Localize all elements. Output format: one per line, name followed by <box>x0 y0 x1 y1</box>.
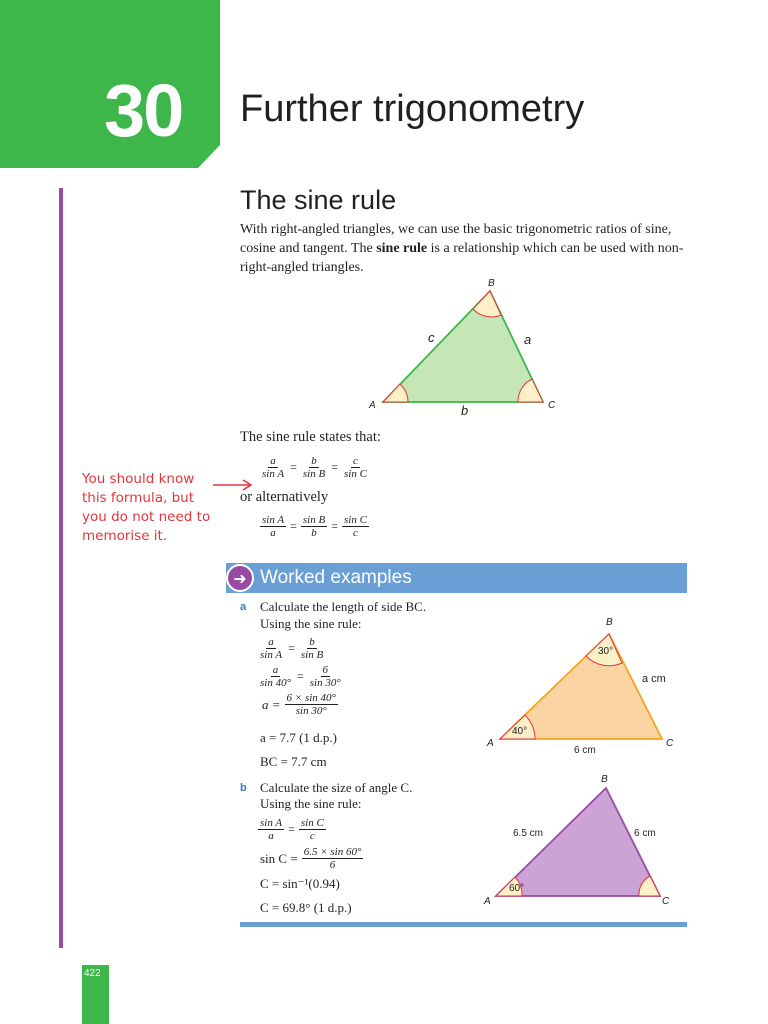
page-number: 422 <box>84 968 101 979</box>
fraction <box>301 455 327 480</box>
equals-sign: = <box>331 460 338 474</box>
fraction <box>299 817 326 842</box>
denominator: sin A <box>262 468 285 480</box>
triangle-fill <box>496 788 660 896</box>
chapter-number: 30 <box>104 69 183 152</box>
sine-rule-states: The sine rule states that: <box>240 429 381 445</box>
fraction <box>258 636 284 661</box>
example-b-step3: C = sin⁻¹(0.94) <box>260 876 340 891</box>
fraction <box>260 455 286 480</box>
side-b-label: 6 cm <box>574 745 596 756</box>
arrow-circle-icon: ➜ <box>226 564 254 592</box>
example-b-step2 <box>258 846 365 871</box>
fraction <box>301 514 327 539</box>
numerator: 6 <box>322 664 329 676</box>
denominator: sin C <box>343 468 367 480</box>
denominator: sin 30° <box>309 677 341 689</box>
vertex-a-label: A <box>487 738 494 749</box>
denominator: 6 <box>329 859 336 871</box>
example-a-letter: a <box>240 601 247 613</box>
numerator: a <box>272 664 279 676</box>
vertex-c-label: C <box>548 400 556 411</box>
denominator: a <box>268 830 274 842</box>
lhs: a = <box>262 696 281 712</box>
side-a-label: 6 cm <box>634 828 656 839</box>
numerator: c <box>353 455 358 467</box>
example-a-step2 <box>256 664 345 689</box>
angle-b-label: 30° <box>598 646 614 657</box>
section-title: The sine rule <box>240 185 397 215</box>
numerator: b <box>311 455 317 467</box>
vertex-a-label: A <box>484 896 491 907</box>
numerator: 6.5 × sin 60° <box>303 846 362 858</box>
denominator: sin B <box>300 649 324 661</box>
numerator: sin C <box>300 817 324 829</box>
equals-sign: = <box>297 669 304 683</box>
intro-text-end: is a relationship which can be used with non-right-angled triangles. <box>240 241 684 275</box>
example-a-step1 <box>256 636 327 661</box>
example-b-step1 <box>256 817 328 842</box>
numerator: sin B <box>302 514 326 526</box>
example-b-question: Calculate the size of angle C. <box>260 780 413 795</box>
numerator: sin A <box>262 514 285 526</box>
example-a-using: Using the sine rule: <box>260 616 362 631</box>
alternatively-text: or alternatively <box>240 489 329 505</box>
denominator: a <box>270 527 276 539</box>
fraction <box>308 664 343 689</box>
fraction <box>299 636 325 661</box>
example-b-step4: C = 69.8° (1 d.p.) <box>260 900 352 915</box>
angle-a-label: 40° <box>512 726 528 737</box>
fraction <box>258 664 293 689</box>
equals-sign: = <box>288 822 295 836</box>
margin-note: You should know this formula, but you do not need to memorise it. <box>82 471 211 544</box>
equals-sign: = <box>331 519 338 533</box>
side-c-label: c <box>428 330 435 345</box>
example-a-step4: a = 7.7 (1 d.p.) <box>260 730 338 745</box>
sine-rule-alt-formula <box>258 514 371 539</box>
example-b-using: Using the sine rule: <box>260 796 362 811</box>
fraction <box>285 692 338 717</box>
chapter-title: Further trigonometry <box>240 88 585 130</box>
lhs: sin C = <box>260 850 298 866</box>
denominator: c <box>309 830 315 842</box>
denominator: c <box>353 527 358 539</box>
equals-sign: = <box>290 519 297 533</box>
numerator: 6 × sin 40° <box>286 692 336 704</box>
example-a-question: Calculate the length of side BC. <box>260 599 427 614</box>
numerator: b <box>309 636 315 648</box>
intro-text: With right-angled triangles, we can use the basic trigonometric ratios of sine, cosine and tangent. The <box>240 222 672 256</box>
triangle-abc-diagram <box>360 272 580 422</box>
intro-paragraph <box>240 220 690 277</box>
angle-a-label: 60° <box>509 883 525 894</box>
worked-examples-title: Worked examples <box>260 567 412 588</box>
margin-bar <box>59 188 63 948</box>
denominator: sin B <box>302 468 326 480</box>
numerator: a <box>270 455 276 467</box>
side-b-label: b <box>461 403 469 418</box>
side-c-label: 6.5 cm <box>513 828 544 839</box>
vertex-a-label: A <box>369 400 376 411</box>
example-a-triangle <box>480 612 680 758</box>
numerator: sin A <box>260 817 283 829</box>
numerator: sin C <box>343 514 367 526</box>
fraction <box>258 817 284 842</box>
arrow-right-icon <box>212 478 254 492</box>
fraction <box>342 455 369 480</box>
equals-sign: = <box>288 641 295 655</box>
fraction <box>260 514 286 539</box>
example-a-step5: BC = 7.7 cm <box>260 754 327 769</box>
side-a-label: a <box>524 332 532 347</box>
denominator: sin 30° <box>295 705 327 717</box>
vertex-c-label: C <box>662 896 670 907</box>
section-bottom-rule <box>240 922 687 927</box>
denominator: sin A <box>260 649 283 661</box>
denominator: b <box>311 527 317 539</box>
vertex-c-label: C <box>666 738 674 749</box>
example-a-step3 <box>260 692 340 717</box>
denominator: sin 40° <box>260 677 291 689</box>
example-b-triangle <box>480 770 680 910</box>
vertex-b-label: B <box>606 617 613 628</box>
side-a-label: a cm <box>642 673 666 685</box>
equals-sign: = <box>290 460 297 474</box>
vertex-b-label: B <box>601 774 608 785</box>
fraction <box>302 846 364 871</box>
intro-bold: sine rule <box>376 241 428 256</box>
triangle-fill <box>383 291 543 402</box>
fraction <box>342 514 369 539</box>
vertex-b-label: B <box>488 278 495 289</box>
example-b-letter: b <box>240 782 247 794</box>
sine-rule-formula <box>258 455 371 480</box>
numerator: a <box>268 636 274 648</box>
